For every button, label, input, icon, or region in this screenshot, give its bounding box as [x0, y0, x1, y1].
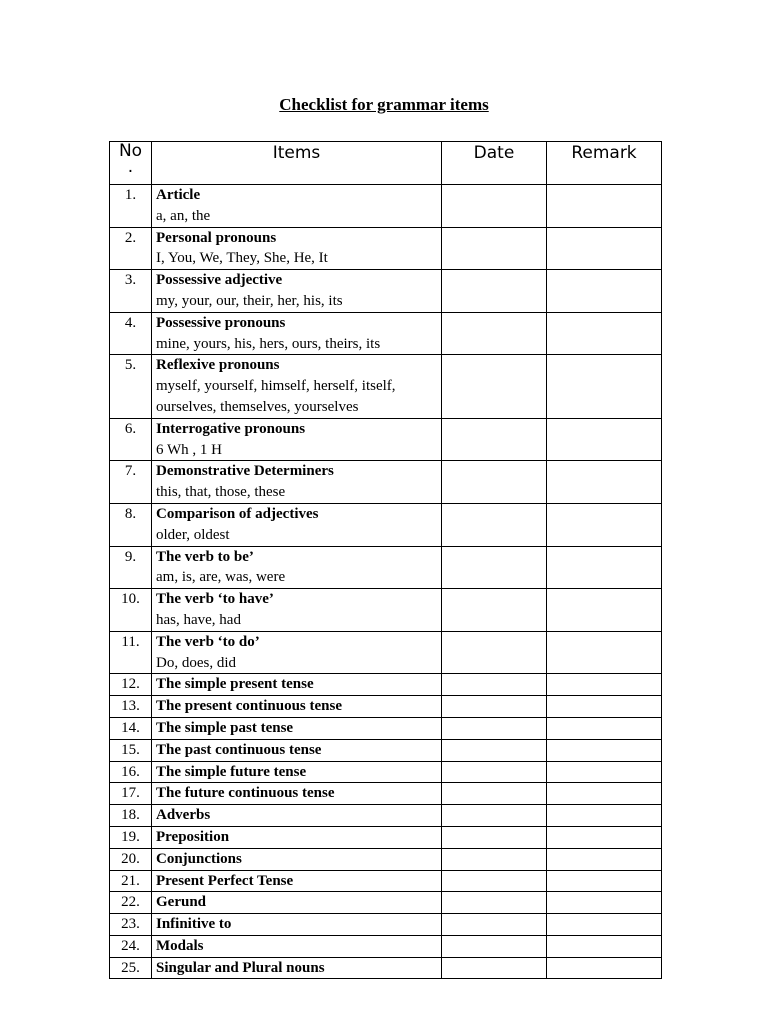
table-row: [110, 826, 662, 848]
table-row: [110, 312, 662, 355]
item-examples: has, have, had: [156, 611, 241, 628]
row-number: 19.: [110, 826, 152, 848]
item-examples: mine, yours, his, hers, ours, theirs, its: [156, 335, 381, 352]
item-title: Infinitive to: [156, 916, 232, 933]
item-title: Modals: [156, 937, 204, 954]
header-no-line2: .: [127, 157, 134, 177]
row-remark-cell[interactable]: [547, 546, 662, 589]
item-title: Personal pronouns: [156, 229, 277, 246]
row-date-cell[interactable]: [442, 892, 547, 914]
row-number: 6.: [110, 418, 152, 461]
row-number: 2.: [110, 227, 152, 270]
table-row: [110, 631, 662, 674]
row-date-cell[interactable]: [442, 185, 547, 228]
table-row: [110, 761, 662, 783]
row-remark-cell[interactable]: [547, 312, 662, 355]
row-item: [152, 870, 442, 892]
row-date-cell[interactable]: [442, 461, 547, 504]
item-title: The simple future tense: [156, 763, 307, 780]
row-date-cell[interactable]: [442, 870, 547, 892]
row-date-cell[interactable]: [442, 674, 547, 696]
row-item: [152, 503, 442, 546]
row-item: [152, 717, 442, 739]
row-number: 22.: [110, 892, 152, 914]
row-number: 17.: [110, 783, 152, 805]
item-title: Possessive pronouns: [156, 314, 286, 331]
row-number: 25.: [110, 957, 152, 979]
row-number: 21.: [110, 870, 152, 892]
row-remark-cell[interactable]: [547, 418, 662, 461]
row-date-cell[interactable]: [442, 355, 547, 418]
row-item: [152, 461, 442, 504]
header-remark: Remark: [547, 142, 662, 185]
table-row: [110, 957, 662, 979]
row-item: [152, 848, 442, 870]
row-remark-cell[interactable]: [547, 355, 662, 418]
row-item: [152, 674, 442, 696]
row-item: [152, 826, 442, 848]
item-title: The present continuous tense: [156, 698, 342, 715]
row-date-cell[interactable]: [442, 270, 547, 313]
row-remark-cell[interactable]: [547, 805, 662, 827]
page-title: Checklist for grammar items: [279, 95, 489, 114]
row-number: 24.: [110, 935, 152, 957]
row-remark-cell[interactable]: [547, 892, 662, 914]
row-remark-cell[interactable]: [547, 914, 662, 936]
item-examples: this, that, those, these: [156, 484, 286, 501]
table-row: [110, 674, 662, 696]
header-date: Date: [442, 142, 547, 185]
table-row: [110, 783, 662, 805]
row-remark-cell[interactable]: [547, 270, 662, 313]
row-item: [152, 957, 442, 979]
table-row: [110, 717, 662, 739]
row-number: 5.: [110, 355, 152, 418]
item-title: Demonstrative Determiners: [156, 463, 334, 480]
row-item: [152, 696, 442, 718]
table-row: [110, 503, 662, 546]
row-item: [152, 355, 442, 418]
header-no-line1: No: [118, 141, 143, 161]
table-row: [110, 589, 662, 632]
row-date-cell[interactable]: [442, 914, 547, 936]
row-item: [152, 739, 442, 761]
row-date-cell[interactable]: [442, 418, 547, 461]
row-date-cell[interactable]: [442, 957, 547, 979]
table-row: [110, 848, 662, 870]
row-item: [152, 312, 442, 355]
row-date-cell[interactable]: [442, 739, 547, 761]
row-number: 13.: [110, 696, 152, 718]
item-title: Singular and Plural nouns: [156, 959, 325, 976]
header-row: [110, 142, 662, 185]
row-remark-cell[interactable]: [547, 761, 662, 783]
item-title: Comparison of adjectives: [156, 505, 319, 522]
table-row: [110, 418, 662, 461]
row-remark-cell[interactable]: [547, 185, 662, 228]
item-title: Gerund: [156, 894, 207, 911]
row-date-cell[interactable]: [442, 935, 547, 957]
table-row: [110, 696, 662, 718]
row-remark-cell[interactable]: [547, 674, 662, 696]
row-item: [152, 227, 442, 270]
item-title: The verb ‘to have’: [156, 591, 274, 608]
row-date-cell[interactable]: [442, 761, 547, 783]
table-row: [110, 461, 662, 504]
row-remark-cell[interactable]: [547, 717, 662, 739]
row-date-cell[interactable]: [442, 696, 547, 718]
item-examples: I, You, We, They, She, He, It: [156, 250, 328, 267]
item-title: The verb ‘to do’: [156, 633, 260, 650]
item-examples: am, is, are, was, were: [156, 569, 286, 586]
row-remark-cell[interactable]: [547, 826, 662, 848]
row-number: 16.: [110, 761, 152, 783]
row-remark-cell[interactable]: [547, 783, 662, 805]
table-row: [110, 270, 662, 313]
header-items: Items: [152, 142, 442, 185]
row-item: [152, 270, 442, 313]
row-remark-cell[interactable]: [547, 739, 662, 761]
row-remark-cell[interactable]: [547, 503, 662, 546]
item-examples: myself, yourself, himself, herself, itself, ourselves, themselves, yourselves: [156, 378, 396, 415]
row-item: [152, 185, 442, 228]
item-title: Possessive adjective: [156, 272, 283, 289]
item-examples: my, your, our, their, her, his, its: [156, 292, 343, 309]
row-date-cell[interactable]: [442, 848, 547, 870]
item-title: Adverbs: [156, 807, 211, 824]
row-remark-cell[interactable]: [547, 848, 662, 870]
table-row: [110, 870, 662, 892]
table-row: [110, 805, 662, 827]
row-number: 12.: [110, 674, 152, 696]
table-row: [110, 546, 662, 589]
row-date-cell[interactable]: [442, 503, 547, 546]
row-item: [152, 935, 442, 957]
row-date-cell[interactable]: [442, 717, 547, 739]
item-examples: older, oldest: [156, 526, 230, 543]
row-remark-cell[interactable]: [547, 631, 662, 674]
row-number: 23.: [110, 914, 152, 936]
row-item: [152, 546, 442, 589]
row-date-cell[interactable]: [442, 805, 547, 827]
item-examples: 6 Wh , 1 H: [156, 441, 222, 458]
row-remark-cell[interactable]: [547, 935, 662, 957]
item-title: Preposition: [156, 828, 230, 845]
item-title: The simple present tense: [156, 676, 314, 693]
row-remark-cell[interactable]: [547, 461, 662, 504]
row-remark-cell[interactable]: [547, 227, 662, 270]
row-date-cell[interactable]: [442, 631, 547, 674]
row-number: 1.: [110, 185, 152, 228]
item-title: The simple past tense: [156, 719, 294, 736]
row-item: [152, 761, 442, 783]
row-date-cell[interactable]: [442, 826, 547, 848]
row-number: 9.: [110, 546, 152, 589]
row-date-cell[interactable]: [442, 227, 547, 270]
row-item: [152, 783, 442, 805]
table-row: [110, 739, 662, 761]
item-title: Conjunctions: [156, 850, 242, 867]
checklist-table: [109, 141, 662, 979]
item-title: The past continuous tense: [156, 741, 322, 758]
row-number: 7.: [110, 461, 152, 504]
row-item: [152, 418, 442, 461]
header-no: [110, 142, 152, 185]
item-title: The future continuous tense: [156, 785, 335, 802]
item-title: Reflexive pronouns: [156, 357, 280, 374]
row-item: [152, 805, 442, 827]
item-title: The verb to be’: [156, 548, 254, 565]
table-row: [110, 355, 662, 418]
row-date-cell[interactable]: [442, 589, 547, 632]
row-number: 20.: [110, 848, 152, 870]
row-number: 18.: [110, 805, 152, 827]
table-row: [110, 185, 662, 228]
table-row: [110, 935, 662, 957]
row-item: [152, 589, 442, 632]
item-examples: Do, does, did: [156, 654, 236, 671]
row-remark-cell[interactable]: [547, 589, 662, 632]
row-number: 8.: [110, 503, 152, 546]
row-item: [152, 914, 442, 936]
table-row: [110, 892, 662, 914]
table-row: [110, 914, 662, 936]
row-item: [152, 631, 442, 674]
row-remark-cell[interactable]: [547, 870, 662, 892]
row-item: [152, 892, 442, 914]
item-title: Interrogative pronouns: [156, 420, 306, 437]
row-remark-cell[interactable]: [547, 957, 662, 979]
row-remark-cell[interactable]: [547, 696, 662, 718]
row-number: 11.: [110, 631, 152, 674]
row-number: 4.: [110, 312, 152, 355]
table-row: [110, 227, 662, 270]
item-examples: a, an, the: [156, 207, 211, 224]
row-number: 14.: [110, 717, 152, 739]
row-number: 15.: [110, 739, 152, 761]
item-title: Article: [156, 187, 201, 203]
row-date-cell[interactable]: [442, 546, 547, 589]
row-number: 3.: [110, 270, 152, 313]
item-title: Present Perfect Tense: [156, 872, 294, 889]
row-number: 10.: [110, 589, 152, 632]
row-date-cell[interactable]: [442, 783, 547, 805]
row-date-cell[interactable]: [442, 312, 547, 355]
